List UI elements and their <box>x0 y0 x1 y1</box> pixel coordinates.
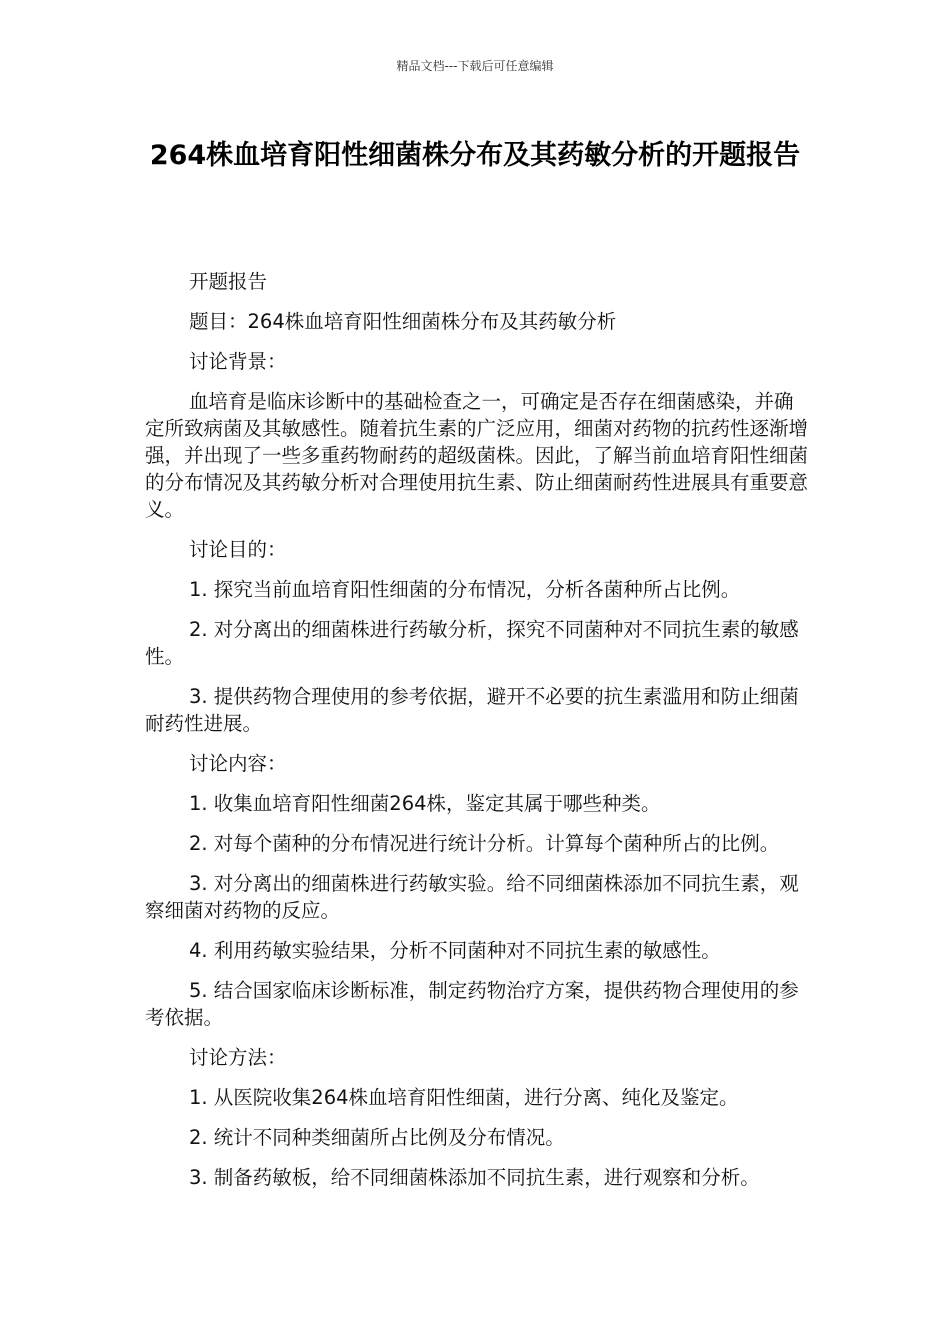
content-item: 4. 利用药敏实验结果，分析不同菌种对不同抗生素的敏感性。 <box>189 939 721 962</box>
document-body <box>145 268 810 1204</box>
header-note: 精品文档---下载后可任意编辑 <box>396 59 554 73</box>
content-heading: 讨论内容： <box>189 752 287 775</box>
content-item: 2. 对每个菌种的分布情况进行统计分析。计算每个菌种所占的比例。 <box>189 832 780 855</box>
method-item: 1. 从医院收集264株血培育阳性细菌，进行分离、纯化及鉴定。 <box>189 1086 739 1109</box>
purpose-item: 1. 探究当前血培育阳性细菌的分布情况，分析各菌种所占比例。 <box>189 578 741 601</box>
content-item: 1. 收集血培育阳性细菌264株，鉴定其属于哪些种类。 <box>189 792 661 815</box>
purpose-heading: 讨论目的： <box>189 538 287 561</box>
purpose-item: 3. 提供药物合理使用的参考依据，避开不必要的抗生素滥用和防止细菌耐药性进展。 <box>145 685 799 735</box>
report-label: 开题报告 <box>189 270 268 293</box>
method-item: 3. 制备药敏板，给不同细菌株添加不同抗生素，进行观察和分析。 <box>189 1166 760 1189</box>
method-item: 2. 统计不同种类细菌所占比例及分布情况。 <box>189 1126 565 1149</box>
subject-line: 题目：264株血培育阳性细菌株分布及其药敏分析 <box>189 310 617 333</box>
content-item: 3. 对分离出的细菌株进行药敏实验。给不同细菌株添加不同抗生素，观察细菌对药物的反应。 <box>145 872 799 922</box>
document-title: 264株血培育阳性细菌株分布及其药敏分析的开题报告 <box>149 140 801 171</box>
purpose-item: 2. 对分离出的细菌株进行药敏分析，探究不同菌种对不同抗生素的敏感性。 <box>145 618 799 668</box>
background-heading: 讨论背景： <box>189 350 287 373</box>
method-heading: 讨论方法： <box>189 1046 287 1069</box>
background-paragraph: 血培育是临床诊断中的基础检查之一，可确定是否存在细菌感染，并确定所致病菌及其敏感性。随着抗生素的广泛应用，细菌对药物的抗药性逐渐增强，并出现了一些多重药物耐药的超级菌株。因此，了解当前血培育阳性细菌的分布情况及其药敏分析对合理使用抗生素、防止细菌耐药性进展具有重要意义。 <box>145 390 809 521</box>
content-item: 5. 结合国家临床诊断标准，制定药物治疗方案，提供药物合理使用的参考依据。 <box>145 979 799 1029</box>
